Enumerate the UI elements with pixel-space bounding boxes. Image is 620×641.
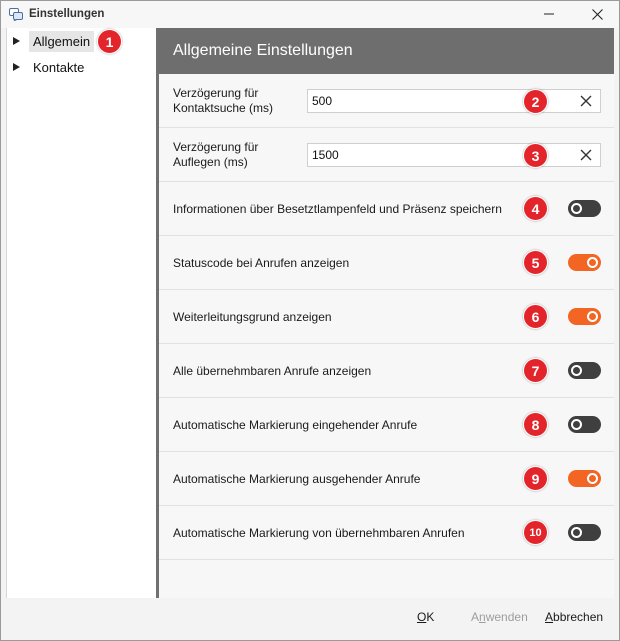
expand-arrow-icon — [13, 37, 20, 45]
apply-button[interactable] — [471, 610, 528, 624]
nav-item-label: Allgemein — [29, 31, 94, 52]
chat-app-icon — [9, 8, 23, 21]
toggle-knob — [571, 527, 582, 538]
toggle-knob — [587, 473, 598, 484]
setting-label: Alle übernehmbaren Anrufe anzeigen — [173, 364, 372, 378]
show-status-code-toggle[interactable] — [568, 254, 601, 271]
callout-badge: 10 — [523, 520, 548, 545]
toggle-knob — [587, 257, 598, 268]
callout-badge: 2 — [523, 89, 548, 114]
mnemonic-letter: A — [545, 610, 554, 624]
mnemonic-letter: O — [417, 610, 427, 624]
nav-item-allgemein[interactable] — [7, 29, 157, 53]
settings-navigation — [6, 28, 156, 598]
setting-label: Verzögerung für Auflegen (ms) — [173, 140, 259, 169]
nav-item-label: Kontakte — [33, 59, 85, 75]
expand-arrow-icon — [13, 63, 20, 71]
dialog-footer — [1, 598, 619, 640]
page-title: Allgemeine Einstellungen — [173, 42, 353, 59]
callout-badge: 7 — [523, 358, 548, 383]
contact-search-delay-input[interactable] — [312, 93, 542, 109]
auto-mark-outgoing-toggle[interactable] — [568, 470, 601, 487]
setting-label: Automatische Markierung von übernehmbaren Anrufen — [173, 526, 465, 540]
contact-search-delay-field[interactable] — [307, 89, 601, 113]
callout-badge: 9 — [523, 466, 548, 491]
show-forwarding-reason-toggle[interactable] — [568, 308, 601, 325]
toggle-knob — [571, 365, 582, 376]
callout-badge: 4 — [523, 196, 548, 221]
setting-label: Informationen über Besetztlampenfeld und Präsenz speichern — [173, 202, 502, 216]
hangup-delay-input[interactable] — [312, 147, 542, 163]
setting-label: Automatische Markierung eingehender Anrufe — [173, 418, 418, 432]
content-header — [159, 28, 614, 74]
minimize-button[interactable] — [535, 3, 563, 25]
close-icon — [592, 9, 603, 20]
callout-badge: 6 — [523, 304, 548, 329]
auto-mark-incoming-toggle[interactable] — [568, 416, 601, 433]
toggle-knob — [587, 311, 598, 322]
callout-badge: 1 — [97, 29, 122, 54]
close-button[interactable] — [583, 3, 611, 25]
clear-icon[interactable] — [580, 95, 592, 107]
show-pickup-calls-toggle[interactable] — [568, 362, 601, 379]
button-label: A — [471, 610, 480, 624]
callout-badge: 8 — [523, 412, 548, 437]
cancel-button[interactable] — [545, 610, 603, 624]
auto-mark-pickup-toggle[interactable] — [568, 524, 601, 541]
toggle-knob — [571, 203, 582, 214]
window-title: Einstellungen — [29, 8, 105, 20]
button-label: K — [426, 610, 435, 624]
button-label: wenden — [485, 610, 528, 624]
setting-label: Automatische Markierung ausgehender Anrufe — [173, 472, 421, 486]
callout-badge: 5 — [523, 250, 548, 275]
mnemonic-letter: n — [479, 610, 486, 624]
save-blf-presence-toggle[interactable] — [568, 200, 601, 217]
toggle-knob — [571, 419, 582, 430]
hangup-delay-field[interactable] — [307, 143, 601, 167]
ok-button[interactable] — [417, 610, 434, 624]
callout-badge: 3 — [523, 143, 548, 168]
setting-label: Weiterleitungsgrund anzeigen — [173, 310, 332, 324]
setting-label: Verzögerung für Kontaktsuche (ms) — [173, 86, 274, 115]
button-label: bbrechen — [553, 610, 604, 624]
minimize-icon — [544, 9, 554, 19]
title-bar[interactable] — [1, 1, 619, 28]
clear-icon[interactable] — [580, 149, 592, 161]
setting-label: Statuscode bei Anrufen anzeigen — [173, 256, 350, 270]
nav-item-kontakte[interactable] — [7, 55, 157, 79]
